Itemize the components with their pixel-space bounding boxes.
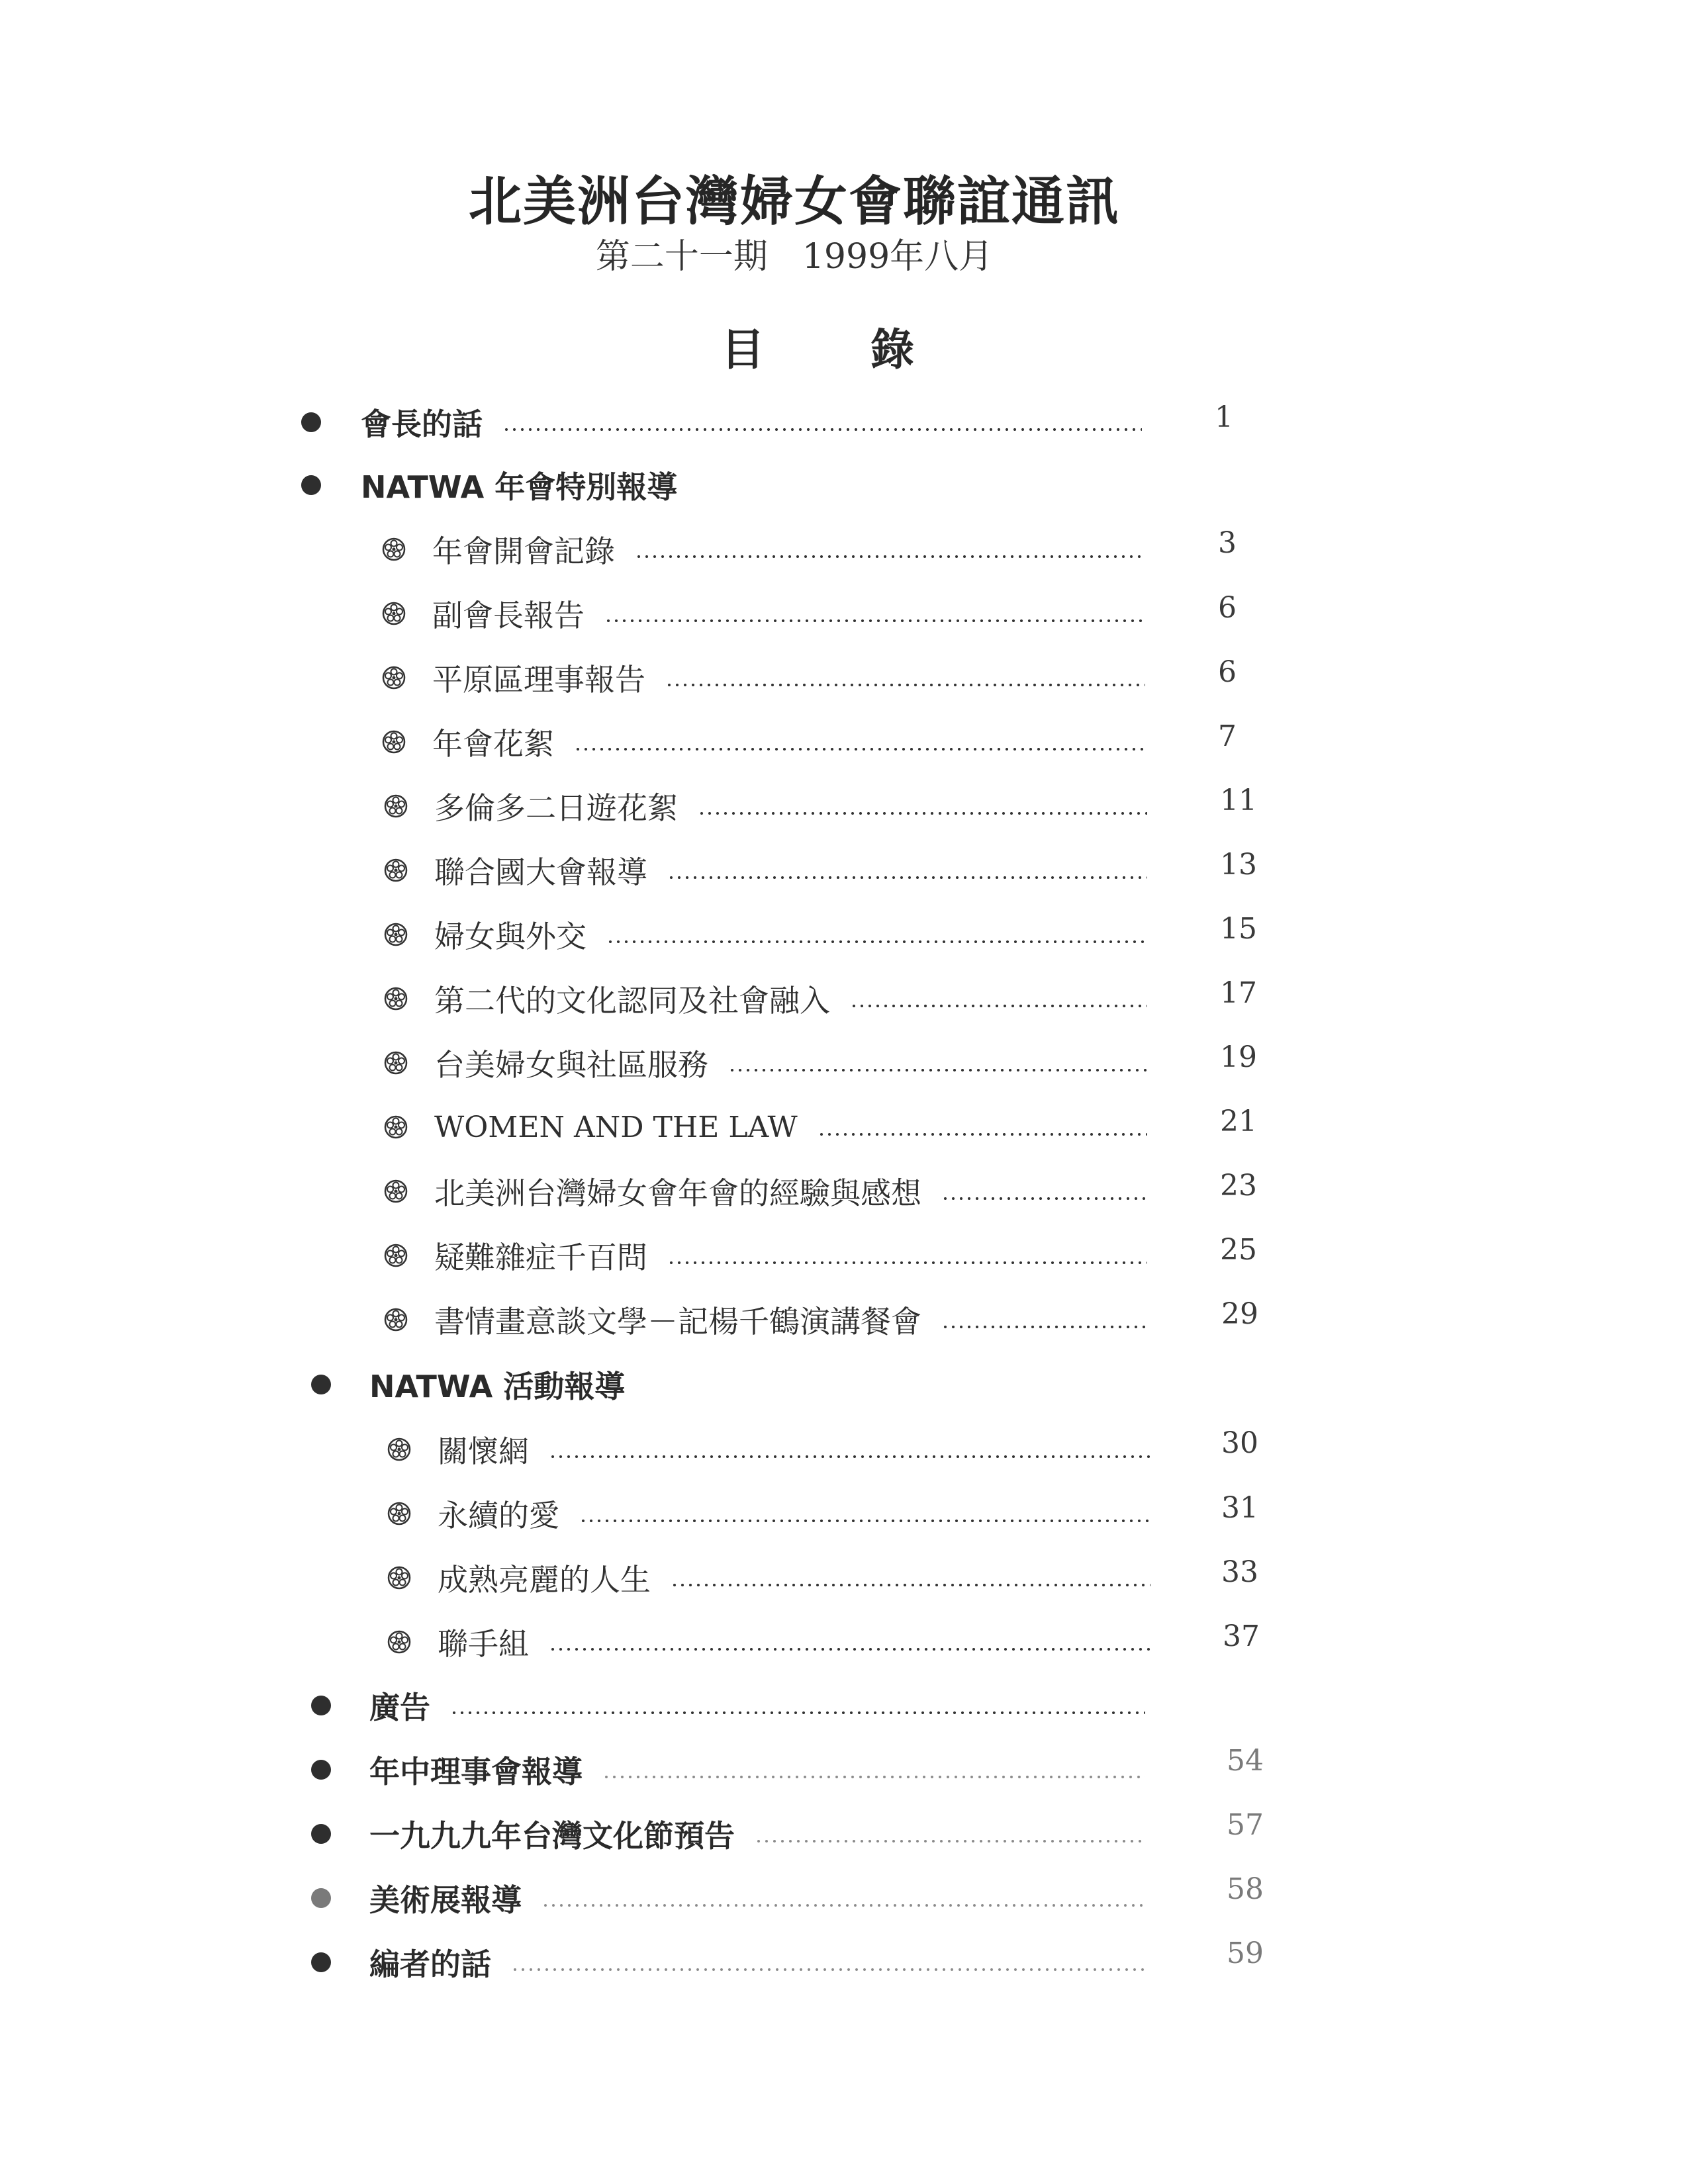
- dot-leader: [755, 1840, 1145, 1843]
- table-of-contents-heading: 目錄: [721, 324, 1020, 375]
- toc-entry-label: 聯合國大會報導: [434, 854, 647, 890]
- flower-icon: [383, 1306, 409, 1333]
- toc-item-row: [383, 1236, 1167, 1275]
- toc-item-row: [383, 1171, 1167, 1211]
- dot-leader: [549, 1648, 1152, 1651]
- bullet-icon: [311, 1888, 331, 1908]
- toc-page-number: 37: [1223, 1619, 1260, 1653]
- toc-section-row: [311, 1750, 1165, 1790]
- toc-item-row: [383, 850, 1167, 890]
- flower-icon: [383, 921, 409, 948]
- toc-entry-label: 美術展報導: [369, 1882, 522, 1918]
- flower-icon: [383, 1050, 409, 1076]
- toc-page-number: 31: [1221, 1491, 1258, 1525]
- toc-page-number: 30: [1221, 1426, 1258, 1460]
- toc-page-number: 6: [1218, 655, 1237, 689]
- bullet-icon: [311, 1824, 331, 1844]
- toc-entry-label: 一九九九年台灣文化節預告: [369, 1818, 735, 1854]
- toc-entry-label: WOMEN AND THE LAW: [434, 1110, 798, 1144]
- toc-entry-label: 會長的話: [361, 406, 483, 442]
- dot-leader: [671, 1584, 1150, 1586]
- toc-item-row: [381, 658, 1165, 698]
- dot-leader: [728, 1069, 1147, 1071]
- toc-entry-label: 永續的愛: [438, 1498, 559, 1533]
- toc-item-row: [383, 1043, 1167, 1083]
- bullet-icon: [301, 475, 321, 495]
- toc-page-number: 57: [1227, 1808, 1264, 1842]
- toc-item-row: [383, 1300, 1168, 1340]
- flower-icon: [386, 1629, 412, 1655]
- toc-entry-label: 第二代的文化認同及社會融入: [434, 983, 830, 1019]
- toc-entry-label: 年中理事會報導: [369, 1754, 583, 1790]
- toc-section-row: [311, 1814, 1165, 1854]
- toc-entry-label: 廣告: [369, 1690, 430, 1725]
- flower-icon: [383, 1242, 409, 1269]
- flower-icon: [381, 536, 407, 563]
- toc-entry-label: 書情畫意談文學－記楊千鶴演講餐會: [434, 1304, 921, 1340]
- toc-page-number: 19: [1220, 1040, 1257, 1074]
- dot-leader: [574, 748, 1145, 751]
- flower-icon: [381, 729, 407, 755]
- toc-section-row: [301, 465, 1162, 505]
- dot-leader: [579, 1520, 1150, 1522]
- dot-leader: [698, 812, 1147, 815]
- dot-leader: [549, 1455, 1150, 1458]
- toc-page-number: 33: [1221, 1555, 1258, 1589]
- toc-entry-label: 台美婦女與社區服務: [434, 1047, 708, 1083]
- toc-entry-label: 婦女與外交: [434, 919, 586, 954]
- toc-entry-label: NATWA 年會特別報導: [361, 469, 678, 505]
- toc-item-row: [383, 915, 1167, 954]
- toc-item-row: [386, 1558, 1170, 1598]
- toc-entry-label: 成熟亮麗的人生: [438, 1562, 651, 1598]
- toc-section-row: [311, 1942, 1165, 1982]
- toc-item-row: [383, 979, 1167, 1019]
- flower-icon: [383, 985, 409, 1012]
- toc-entry-label: 副會長報告: [432, 598, 585, 633]
- issue-subtitle: 第二十一期 1999年八月: [595, 237, 994, 277]
- toc-page-number: 3: [1218, 526, 1237, 560]
- toc-item-row: [383, 786, 1167, 826]
- toc-page-number: 21: [1220, 1105, 1257, 1138]
- toc-item-row: [386, 1622, 1172, 1662]
- toc-page-number: 11: [1220, 784, 1257, 817]
- bullet-icon: [301, 412, 321, 432]
- toc-item-row: [386, 1430, 1170, 1469]
- toc-page-number: 59: [1227, 1936, 1264, 1970]
- dot-leader: [606, 940, 1147, 943]
- toc-page-number: 1: [1215, 400, 1233, 434]
- flower-icon: [381, 664, 407, 691]
- toc-page-number: 58: [1227, 1872, 1264, 1906]
- toc-page-number: 7: [1218, 719, 1237, 753]
- flower-icon: [381, 600, 407, 627]
- dot-leader: [941, 1326, 1149, 1328]
- toc-item-row: [381, 594, 1165, 633]
- toc-section-row: [311, 1365, 1172, 1404]
- dot-leader: [818, 1133, 1147, 1136]
- toc-entry-label: 年會花絮: [432, 726, 554, 762]
- toc-entry-label: 平原區理事報告: [432, 662, 645, 698]
- toc-page-number: 13: [1220, 848, 1257, 882]
- toc-item-row: [381, 722, 1165, 762]
- toc-item-row: [386, 1494, 1170, 1533]
- toc-page-number: 25: [1220, 1233, 1257, 1267]
- toc-section-row: [311, 1686, 1165, 1725]
- dot-leader: [635, 555, 1145, 558]
- dot-leader: [511, 1968, 1145, 1971]
- toc-page-number: 29: [1221, 1297, 1258, 1331]
- flower-icon: [383, 1178, 409, 1205]
- toc-page-number: 15: [1220, 912, 1257, 946]
- flower-icon: [386, 1565, 412, 1591]
- toc-page-number: 23: [1220, 1169, 1257, 1203]
- toc-entry-label: 編者的話: [369, 1946, 491, 1982]
- dot-leader: [450, 1711, 1145, 1714]
- bullet-icon: [311, 1760, 331, 1780]
- toc-item-row: [383, 1107, 1167, 1147]
- toc-section-row: [311, 1878, 1165, 1918]
- toc-section-row: [301, 402, 1162, 442]
- flower-icon: [386, 1436, 412, 1463]
- dot-leader: [602, 1776, 1145, 1778]
- dot-leader: [604, 619, 1145, 622]
- toc-entry-label: NATWA 活動報導: [369, 1369, 626, 1404]
- toc-entry-label: 多倫多二日遊花絮: [434, 790, 678, 826]
- dot-leader: [941, 1197, 1147, 1200]
- toc-item-row: [381, 529, 1165, 569]
- flower-icon: [386, 1500, 412, 1527]
- dot-leader: [665, 684, 1145, 686]
- toc-entry-label: 年會開會記錄: [432, 533, 615, 569]
- toc-entry-label: 關懷網: [438, 1433, 529, 1469]
- newsletter-title: 北美洲台灣婦女會聯誼通訊: [469, 171, 1120, 232]
- flower-icon: [383, 857, 409, 884]
- dot-leader: [502, 428, 1142, 431]
- dot-leader: [667, 1261, 1147, 1264]
- toc-page-number: 17: [1220, 976, 1257, 1010]
- toc-entry-label: 疑難雜症千百問: [434, 1240, 647, 1275]
- toc-entry-label: 聯手組: [438, 1626, 529, 1662]
- toc-page-number: 54: [1227, 1744, 1264, 1778]
- dot-leader: [667, 876, 1147, 879]
- flower-icon: [383, 793, 409, 819]
- toc-entry-label: 北美洲台灣婦女會年會的經驗與感想: [434, 1175, 921, 1211]
- dot-leader: [850, 1005, 1147, 1007]
- flower-icon: [383, 1114, 409, 1140]
- bullet-icon: [311, 1375, 331, 1394]
- bullet-icon: [311, 1696, 331, 1715]
- bullet-icon: [311, 1952, 331, 1972]
- toc-page-number: 6: [1218, 591, 1237, 625]
- dot-leader: [541, 1904, 1145, 1907]
